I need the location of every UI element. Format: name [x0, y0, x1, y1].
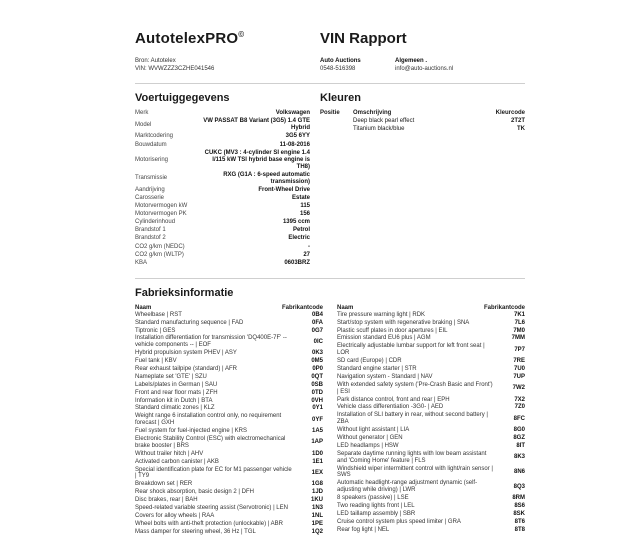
factory-row-name: Plastic scuff plates in door apertures | EIL: [337, 327, 448, 334]
vehicle-row: [135, 235, 310, 242]
factory-row: [135, 320, 323, 327]
factory-row: [135, 489, 323, 496]
factory-row-name: LED headlamps | HSW: [337, 442, 399, 449]
vehicle-row-value: 115: [300, 203, 310, 210]
vehicle-row: [135, 110, 310, 117]
factory-row-name: Standard manufacturing sequence | FAD: [135, 319, 244, 326]
source-block: [135, 57, 320, 73]
report-title: VIN Rapport: [320, 30, 407, 47]
factory-row: [135, 398, 323, 405]
vehicle-row: [135, 133, 310, 140]
vehicle-row-label: Brandstof 1: [135, 227, 166, 234]
factory-row-name: Breakdown set | RER: [135, 481, 193, 488]
factory-row-code: 1KU: [310, 497, 323, 504]
factory-row: [337, 320, 525, 327]
factory-left-header-naam: Naam: [135, 304, 152, 311]
report-title-block: [320, 30, 525, 48]
factory-row: [337, 427, 525, 434]
color-row-positie: [320, 126, 353, 134]
factory-row-name: Tiptronic | GES: [135, 327, 176, 334]
factory-row: [135, 451, 323, 458]
factory-row-name: Two reading lights front | LEL: [337, 503, 415, 510]
factory-row-name: 8 speakers (passive) | LSE: [337, 495, 409, 502]
vehicle-row: [135, 118, 310, 132]
vehicle-row: [135, 244, 310, 251]
factory-row-code: 7M0: [513, 327, 525, 334]
factory-row: [135, 428, 323, 435]
factory-row-name: Automatic headlight-range adjustment dynamic (self-adjusting while driving) | LWR: [337, 480, 478, 494]
vehicle-row: [135, 252, 310, 259]
factory-row-code: 0VH: [311, 397, 323, 404]
colors-header-omschrijving: Omschrijving: [353, 110, 392, 117]
vehicle-row: [135, 187, 310, 194]
factory-row: [337, 435, 525, 442]
factory-row: [135, 481, 323, 488]
factory-row-code: 1PE: [311, 520, 323, 527]
factory-right-header: [337, 305, 525, 311]
factory-row: [135, 374, 323, 381]
factory-row-name: Rear shock absorption, basic design 2 | DFH: [135, 489, 254, 496]
colors-table: [320, 118, 525, 134]
factory-row-code: 1AP: [311, 439, 323, 446]
factory-row: [135, 366, 323, 373]
factory-row-code: 8S6: [514, 503, 525, 510]
vehicle-row-value: Petrol: [292, 227, 310, 234]
factory-row: [135, 382, 323, 389]
contact-block: [320, 57, 395, 73]
vehicle-row-value: Volkswagen: [275, 110, 310, 117]
factory-row: [135, 459, 323, 466]
factory-row-name: Standard engine starter | STR: [337, 365, 417, 372]
vehicle-and-colors: [135, 84, 525, 268]
factory-row-name: Tire pressure warning light | RDK: [337, 311, 426, 318]
vehicle-row: [135, 227, 310, 234]
vehicle-row-label: CO2 g/km (NEDC): [135, 243, 185, 250]
factory-row-code: 1A5: [311, 428, 323, 435]
factory-row-name: Electrically adjustable lumbar support for left front seat | LOR: [337, 343, 485, 357]
factory-row-code: 1D0: [311, 450, 323, 457]
factory-row-code: 8T6: [514, 518, 525, 525]
factory-row-name: Rear exhaust tailpipe (standard) | AFR: [135, 365, 237, 372]
factory-row-name: Park distance control, front and rear | EPH: [337, 396, 450, 403]
color-row: [320, 126, 525, 134]
vehicle-row: [135, 211, 310, 218]
factory-right-header-naam: Naam: [337, 304, 354, 311]
vehicle-row-label: Motorvermogen PK: [135, 211, 187, 218]
factory-row-name: Covers for alloy wheels | RAA: [135, 512, 215, 519]
factory-row-code: 8T8: [514, 526, 525, 533]
factory-row-code: 7X2: [514, 396, 525, 403]
factory-row: [337, 343, 525, 357]
factory-row-code: 7U0: [513, 365, 525, 372]
factory-row: [337, 503, 525, 510]
factory-row-code: 7P7: [514, 346, 525, 353]
vehicle-row: [135, 219, 310, 226]
factory-row: [135, 467, 323, 481]
factory-row-name: Fuel tank | KBV: [135, 358, 177, 365]
factory-row: [337, 328, 525, 335]
factory-row-name: Weight range 6 installation control only, no requirement forecast | GXH: [135, 413, 282, 427]
color-row-positie: [320, 118, 353, 126]
factory-row-code: 1EX: [311, 470, 323, 476]
colors-section: [320, 84, 525, 268]
factory-row-name: Wheelbase | RST: [135, 311, 182, 318]
factory-row: [337, 451, 525, 465]
vehicle-row: [135, 195, 310, 202]
factory-row-code: 8G0: [513, 427, 525, 434]
vin-report-page: [135, 0, 525, 537]
vehicle-row-value: RXG (G1A : 6-speed automatic transmission): [223, 171, 310, 185]
factory-row: [337, 511, 525, 518]
factory-section-title: Fabrieksinformatie: [135, 286, 234, 299]
factory-row-code: 8N6: [513, 469, 525, 475]
vehicle-row-value: 3G5 6YY: [285, 133, 310, 140]
color-row-omschrijving: Deep black pearl effect: [353, 117, 415, 124]
factory-row-code: 0TD: [311, 389, 323, 396]
factory-row: [337, 397, 525, 404]
factory-row: [337, 382, 525, 396]
factory-row-code: 0FA: [311, 319, 323, 326]
vehicle-row-label: Transmissie: [135, 175, 168, 182]
factory-row-name: With extended safety system ('Pre-Crash Basic and Front') | ESI: [337, 381, 493, 395]
factory-row-code: 0P0: [312, 365, 323, 372]
factory-row-name: Fuel system for fuel-injected engine | KRS: [135, 428, 247, 435]
contact-phone: 0548-516398: [320, 66, 356, 73]
factory-row-code: 8FC: [513, 415, 525, 422]
vehicle-row-label: Brandstof 2: [135, 235, 166, 242]
app-title: AutotelexPRO©: [135, 30, 245, 47]
copyright-mark: ©: [238, 30, 245, 39]
factory-row-name: SD card (Europe) | CDR: [337, 358, 402, 365]
colors-section-title: Kleuren: [320, 92, 361, 105]
color-row-kleurcode: 2T2T: [510, 117, 525, 124]
factory-row-name: Vehicle class differentiation -3G0- | AED: [337, 404, 444, 411]
vehicle-row-value: 156: [299, 211, 310, 218]
factory-row-code: 8RM: [512, 495, 525, 502]
factory-row-code: 1E1: [312, 458, 323, 465]
factory-row-code: 1JD: [311, 489, 323, 496]
vehicle-section-title: Voertuiggegevens: [135, 92, 230, 105]
factory-row-code: 1G8: [311, 481, 323, 488]
factory-row-code: 0M5: [311, 358, 323, 365]
colors-header-kleurcode: Kleurcode: [495, 110, 525, 117]
vehicle-row: [135, 150, 310, 171]
source-label: Bron: Autotelex: [135, 58, 176, 64]
factory-right-table: [337, 312, 525, 534]
color-row: [320, 118, 525, 126]
factory-row: [337, 480, 525, 494]
vehicle-row: [135, 172, 310, 186]
factory-row-name: Special identification plate for EC for M1 passenger vehicle | TY9: [135, 466, 292, 480]
factory-row-name: Front and rear floor mats | ZFH: [135, 389, 218, 396]
factory-row-name: Electronic Stability Control (ESC) with electromechanical brake booster | BRS: [135, 436, 286, 449]
factory-row-code: 8GZ: [513, 435, 525, 441]
vehicle-row-value: Estate: [291, 195, 310, 202]
factory-row-name: Wheel bolts with anti-theft protection (unlockable) | ABR: [135, 520, 283, 527]
factory-row-name: Start/stop system with regenerative braking | SNA: [337, 319, 470, 326]
factory-row-code: 8Q3: [513, 483, 525, 490]
factory-row-name: Information kit in Dutch | BTA: [135, 397, 213, 404]
factory-row-code: 0SB: [311, 381, 323, 388]
factory-row: [135, 497, 323, 504]
factory-row-name: Hybrid propulsion system PHEV | ASY: [135, 350, 237, 357]
vehicle-row: [135, 142, 310, 149]
vehicle-row-value: VW PASSAT B8 Variant (3G5) 1.4 GTE Hybrid: [203, 118, 310, 132]
factory-row: [135, 513, 323, 520]
factory-row: [135, 436, 323, 450]
factory-row-name: Labels/plates in German | SAU: [135, 381, 218, 388]
factory-row: [135, 505, 323, 512]
factory-row-code: 8K3: [513, 454, 525, 461]
vehicle-row-value: Electric: [288, 235, 310, 242]
factory-row-name: Cruise control system plus speed limiter | GRA: [337, 518, 461, 525]
factory-row-code: 7RE: [513, 358, 525, 365]
factory-row-name: Disc brakes, rear | BAH: [135, 497, 198, 504]
vehicle-row-value: 11-08-2016: [279, 141, 310, 148]
factory-section: [135, 287, 525, 537]
vehicle-row-value: Front-Wheel Drive: [258, 186, 310, 193]
factory-row-code: 0YF: [311, 416, 323, 423]
factory-row-name: Installation differentiation for transmission 'DQ400E-7F' -- vehicle components -- | EOF: [135, 335, 287, 349]
factory-left-header: [135, 305, 323, 311]
colors-header-positie: Positie: [320, 110, 340, 117]
factory-row-code: 7MM: [511, 335, 525, 342]
app-title-block: [135, 30, 320, 48]
factory-row-code: 0QT: [311, 373, 323, 380]
factory-left-header-code: Fabrikantcode: [281, 304, 323, 311]
factory-row: [337, 312, 525, 319]
factory-row: [337, 443, 525, 450]
factory-row: [337, 466, 525, 480]
factory-row-code: 0Y1: [312, 405, 323, 412]
factory-row-name: Without generator | GEN: [337, 435, 403, 441]
factory-row: [135, 312, 323, 319]
factory-row-name: Rear fog light | NEL: [337, 526, 390, 533]
vehicle-row-value: 1395 ccm: [282, 219, 310, 226]
vehicle-row-label: Carosserie: [135, 195, 165, 202]
factory-row-name: Windshield wiper intermittent control with light/rain sensor | SWS: [337, 465, 493, 479]
factory-row: [135, 350, 323, 357]
factory-row: [135, 521, 323, 528]
vehicle-section: [135, 84, 310, 268]
vehicle-row-label: KBA: [135, 259, 148, 266]
factory-row-name: Emission standard EU6 plus | AGM: [337, 335, 431, 342]
vehicle-row-value: CUKC (MV3 : 4-cylinder SI engine 1.4 l/115 kW TSI hybrid base engine is TH8): [204, 149, 310, 170]
section-divider: [135, 278, 525, 279]
factory-row: [135, 358, 323, 365]
factory-row-code: 0G7: [311, 327, 323, 334]
factory-row-name: Separate daytime running lights with low beam assistant and 'Coming Home' feature | FLS: [337, 450, 487, 464]
color-row-kleurcode: TK: [517, 125, 525, 132]
report-header: [135, 30, 525, 48]
factory-row-code: 8IT: [516, 442, 525, 449]
factory-columns: [135, 305, 525, 537]
header-info: [135, 57, 525, 73]
vehicle-row-label: Marktcodering: [135, 133, 174, 140]
factory-row-code: 1NL: [311, 512, 323, 519]
vehicle-row-label: Motorisering: [135, 156, 169, 163]
factory-row-name: LED taillamp assembly | SBR: [337, 510, 416, 517]
general-block: [395, 57, 525, 73]
vehicle-row-label: Merk: [135, 110, 149, 117]
vehicle-row-value: 0603BRZ: [284, 259, 310, 266]
factory-row-name: Activated carbon canister | AKB: [135, 458, 219, 465]
vehicle-row-label: Cylinderinhoud: [135, 219, 176, 226]
factory-row-name: Without trailer hitch | AHV: [135, 450, 204, 457]
vehicle-row-label: Aandrijving: [135, 186, 165, 193]
factory-row: [337, 495, 525, 502]
factory-row-code: 0IC: [313, 338, 323, 345]
factory-row-name: Without light assistant | LIA: [337, 427, 410, 434]
factory-row-name: Mass damper for steering wheel, 36 Hz | TGL: [135, 528, 256, 535]
factory-row-code: 8SK: [513, 510, 525, 517]
vehicle-row-label: Model: [135, 121, 152, 128]
factory-row-code: 7Z0: [514, 404, 525, 411]
factory-row: [135, 335, 323, 349]
factory-row-code: 1Q2: [311, 528, 323, 535]
factory-row: [337, 366, 525, 373]
factory-row: [337, 412, 525, 426]
factory-row: [135, 328, 323, 335]
factory-column-left: [135, 305, 323, 537]
vin-value: VIN: WVWZZZ3CZHE041546: [135, 66, 215, 73]
vehicle-row-value: -: [308, 243, 310, 250]
factory-row-name: Nameplate set 'GTE' | SZU: [135, 373, 207, 380]
factory-row-code: 7W2: [512, 385, 525, 392]
column-gap: [310, 84, 320, 268]
vehicle-row-label: Motorvermogen kW: [135, 203, 188, 210]
factory-row-code: 7UP: [513, 373, 525, 380]
factory-row: [337, 519, 525, 526]
contact-name: Auto Auctions: [320, 58, 361, 64]
factory-row: [337, 374, 525, 381]
vehicle-row-value: 27: [303, 251, 310, 258]
factory-row-name: Navigation system - Standard | NAV: [337, 373, 433, 380]
factory-row-code: 7L6: [514, 319, 525, 326]
color-row-omschrijving: Titanium black/blue: [353, 125, 405, 132]
factory-row-code: 7K1: [513, 311, 525, 318]
factory-row-code: 1N3: [311, 505, 323, 512]
vehicle-row-label: CO2 g/km (WLTP): [135, 251, 184, 258]
factory-row: [337, 358, 525, 365]
factory-row: [135, 405, 323, 412]
vehicle-row: [135, 260, 310, 267]
contact-email: info@auto-auctions.nl: [395, 66, 454, 73]
factory-row: [337, 527, 525, 534]
general-label: Algemeen .: [395, 58, 428, 64]
factory-row: [135, 529, 323, 536]
factory-row: [337, 404, 525, 411]
factory-row: [135, 413, 323, 427]
vehicle-row: [135, 203, 310, 210]
factory-row-code: 0K3: [311, 350, 323, 357]
colors-table-header: [320, 110, 525, 118]
vehicle-row-label: Bouwdatum: [135, 141, 167, 148]
factory-row-name: Standard climatic zones | KLZ: [135, 405, 215, 412]
factory-row-name: Speed-related variable steering assist (Servotronic) | LEN: [135, 505, 288, 512]
factory-left-table: [135, 312, 323, 536]
factory-column-right: [337, 305, 525, 537]
factory-row-name: Installation of SLI battery in rear, without second battery | ZBA: [337, 412, 488, 426]
factory-right-header-code: Fabrikantcode: [483, 304, 525, 311]
vehicle-table: [135, 110, 310, 267]
factory-row-code: 0B4: [311, 311, 323, 318]
factory-row: [337, 335, 525, 342]
factory-row: [135, 390, 323, 397]
